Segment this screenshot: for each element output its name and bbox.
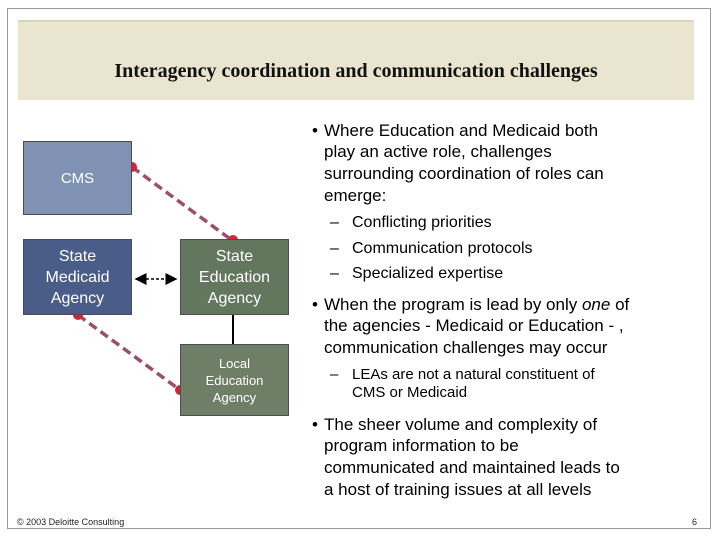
footer-copyright: © 2003 Deloitte Consulting [17, 517, 125, 527]
sub-bullet-text: Specialized expertise [352, 265, 504, 282]
bullet-1-line: surrounding coordination of roles can [324, 164, 604, 183]
page-number: 6 [692, 517, 698, 527]
cms-label: CMS [60, 169, 95, 187]
sub-bullet-text: Communication protocols [352, 240, 533, 257]
bullet-3-line: a host of training issues at all levels [324, 480, 592, 499]
bullet-1-line: play an active role, challenges [324, 142, 552, 161]
bullet-dot: • [312, 121, 318, 140]
bullet-2-line: the agencies - Medicaid or Education - , [324, 316, 624, 335]
state-education-line: State [215, 247, 254, 265]
bullet-dot: • [312, 415, 318, 434]
lea-line: Local [218, 355, 251, 371]
bullet-3-line: program information to be [324, 436, 519, 455]
state-medicaid-line: Agency [50, 289, 105, 307]
lea-line: Education [205, 372, 264, 388]
medicaid-lea-connector [78, 315, 180, 390]
local-education-box [180, 344, 289, 416]
state-education-line: Agency [207, 289, 262, 307]
sub-bullet-text: LEAs are not a natural constituent of [352, 366, 595, 383]
state-education-box [180, 239, 289, 315]
sub-bullet-text: CMS or Medicaid [352, 384, 468, 401]
cms-education-connector [132, 167, 233, 241]
sub-bullet-text: Conflicting priorities [352, 214, 492, 231]
bullet-2-line: When the program is lead by only one of [324, 295, 630, 314]
bullet-dot: • [312, 295, 318, 314]
bullet-1-line: emerge: [324, 186, 387, 205]
bullet-2-line: communication challenges may occur [324, 338, 608, 357]
bullet-3-line: The sheer volume and complexity of [324, 415, 598, 434]
bullet-3-line: communicated and maintained leads to [324, 458, 620, 477]
slide-title: Interagency coordination and communication challenges [114, 60, 598, 82]
state-medicaid-line: State [58, 247, 97, 265]
cms-box [23, 141, 132, 215]
state-medicaid-line: Medicaid [45, 268, 110, 286]
state-education-line: Education [198, 268, 271, 286]
state-medicaid-box [23, 239, 132, 315]
bullet-1-line: Where Education and Medicaid both [324, 121, 599, 140]
lea-line: Agency [212, 389, 257, 405]
